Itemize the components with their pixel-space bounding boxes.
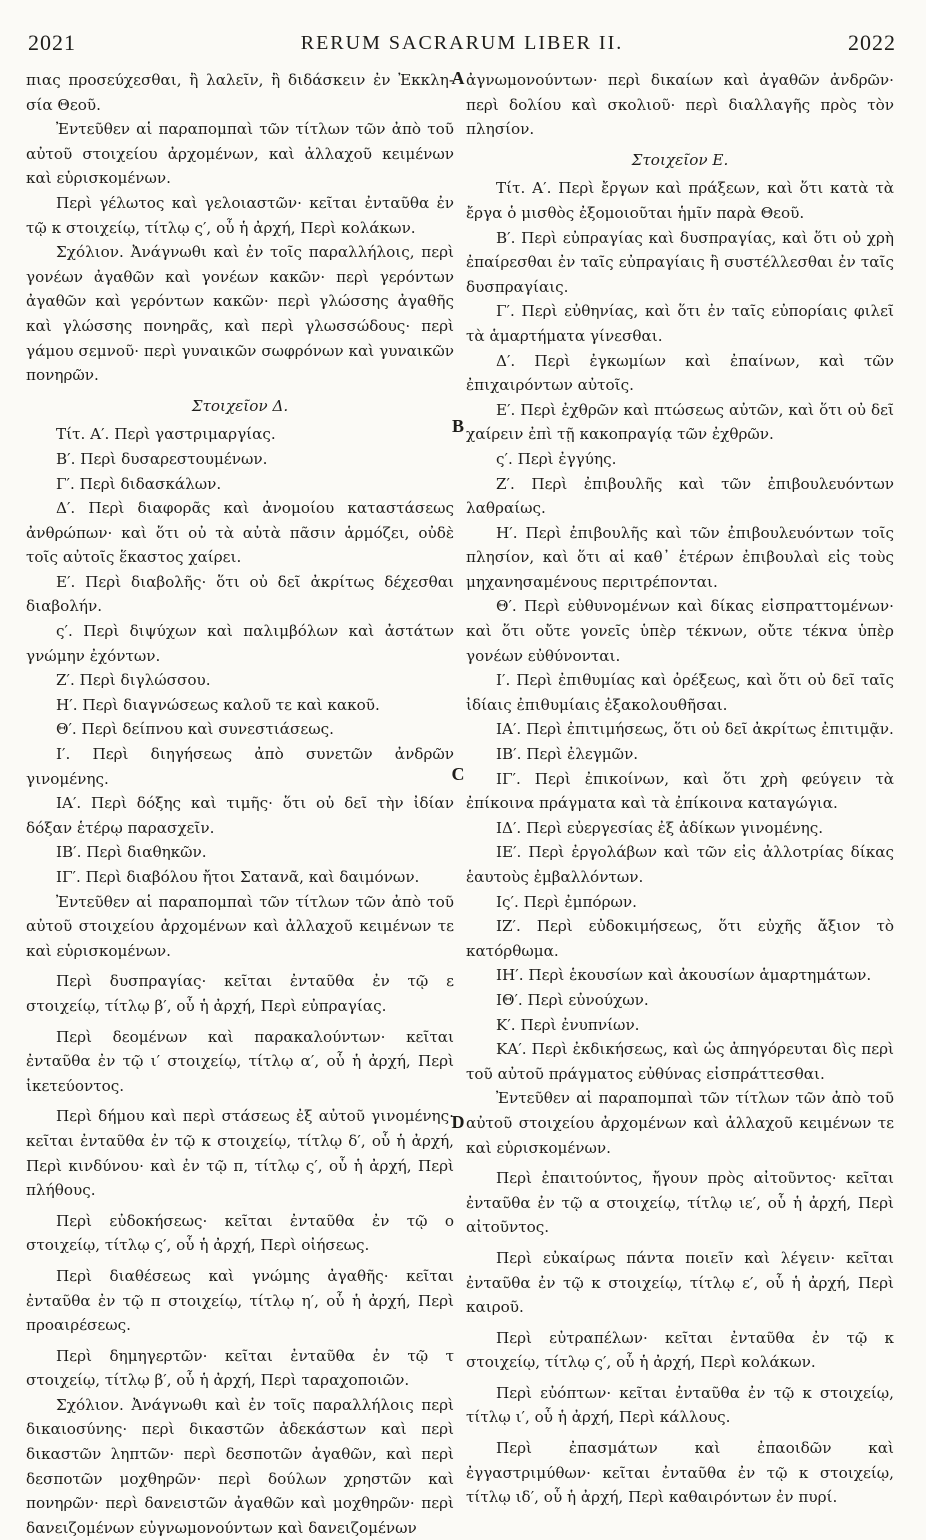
left-paragraph: Ἐντεῦθεν αἱ παραπομπαὶ τῶν τίτλων τῶν ἀπὸ τοῦ αὐτοῦ στοιχείου ἀρχομένων καὶ ἀλλαχοῦ κειμένων τε καὶ εὑρισκομένων. xyxy=(26,892,454,960)
right-paragraph: Ε′. Περὶ ἐχθρῶν καὶ πτώσεως αὐτῶν, καὶ ὅτι οὐ δεῖ χαίρειν ἐπὶ τῇ κακοπραγίᾳ τῶν ἐχθρῶν. xyxy=(466,400,894,444)
right-paragraph: Ζ′. Περὶ ἐπιβουλῆς καὶ τῶν ἐπιβουλευόντων λαθραίως. xyxy=(466,474,894,518)
right-paragraph: Περὶ εὐόπτων· κεῖται ἐνταῦθα ἐν τῷ κ στοιχείῳ, τίτλῳ ι′, οὗ ἡ ἀρχή, Περὶ κάλλους. xyxy=(466,1383,894,1427)
left-paragraph: Τίτ. Α′. Περὶ γαστριμαργίας. xyxy=(56,425,276,444)
right-paragraph: ΙΘ′. Περὶ εὐνούχων. xyxy=(496,990,649,1009)
left-paragraph: Ε′. Περὶ διαβολῆς· ὅτι οὐ δεῖ ἀκρίτως δέχεσθαι διαβολήν. xyxy=(26,572,454,616)
right-paragraph: Ἐντεῦθεν αἱ παραπομπαὶ τῶν τίτλων τῶν ἀπὸ τοῦ αὐτοῦ στοιχείου ἀρχομένων καὶ ἀλλαχοῦ κειμένων τε καὶ εὑρισκομένων. xyxy=(466,1089,894,1157)
right-paragraph: Κ′. Περὶ ἐνυπνίων. xyxy=(496,1015,640,1034)
left-paragraph: Περὶ δυσπραγίας· κεῖται ἐνταῦθα ἐν τῷ ε στοιχείῳ, τίτλῳ β′, οὗ ἡ ἀρχή, Περὶ εὐπραγίας. xyxy=(26,972,454,1015)
right-paragraph: Περὶ εὐτραπέλων· κεῖται ἐνταῦθα ἐν τῷ κ στοιχείῳ, τίτλῳ ς′, οὗ ἡ ἀρχή, Περὶ κολάκων. xyxy=(466,1328,894,1372)
right-paragraph: ἀγνωμονούντων· περὶ δικαίων καὶ ἀγαθῶν ἀνδρῶν· περὶ δολίου καὶ σκολιοῦ· περὶ διαλλαγῆς πρὸς τὸν πλησίον. xyxy=(466,71,894,139)
left-paragraph: Περὶ γέλωτος καὶ γελοιαστῶν· κεῖται ἐνταῦθα ἐν τῷ κ στοιχείῳ, τίτλῳ ς′, οὗ ἡ ἀρχή, Περὶ κολάκων. xyxy=(26,193,454,237)
right-paragraph: Περὶ ἐπασμάτων καὶ ἐπαοιδῶν καὶ ἐγγαστριμύθων· κεῖται ἐνταῦθα ἐν τῷ κ στοιχείῳ, τίτλῳ ιδ′, οὗ ἡ ἀρχή, Περὶ καθαιρόντων ἐν πυρί. xyxy=(466,1439,894,1507)
left-paragraph: ΙΑ′. Περὶ δόξης καὶ τιμῆς· ὅτι οὐ δεῖ τὴν ἰδίαν δόξαν ἑτέρῳ παρασχεῖν. xyxy=(26,794,454,837)
right-paragraph: Β′. Περὶ εὐπραγίας καὶ δυσπραγίας, καὶ ὅτι οὐ χρὴ ἐπαίρεσθαι ἐν ταῖς εὐπραγίαις ἢ συστέλλεσθαι ἐν ταῖς δυσπραγίαις. xyxy=(466,228,894,296)
left-section-heading: Στοιχεῖον Δ. xyxy=(191,396,289,415)
left-paragraph: Περὶ διαθέσεως καὶ γνώμης ἀγαθῆς· κεῖται ἐνταῦθα ἐν τῷ π στοιχείῳ, τίτλῳ η′, οὗ ἡ ἀρχή, Περὶ προαιρέσεως. xyxy=(26,1266,454,1335)
right-paragraph: Ι′. Περὶ ἐπιθυμίας καὶ ὀρέξεως, καὶ ὅτι οὐ δεῖ ταῖς ἰδίαις ἐπιθυμίαις ἐξακολουθῆσαι. xyxy=(466,671,894,714)
page-number-right: 2022 xyxy=(848,30,896,55)
right-paragraph: ς′. Περὶ ἐγγύης. xyxy=(496,449,617,468)
right-paragraph: ΙΓ′. Περὶ ἐπικοίνων, καὶ ὅτι χρὴ φεύγειν τὰ ἐπίκοινα πράγματα καὶ τὰ ἐπίκοινα καταγώγια. xyxy=(466,769,894,813)
left-paragraph: Ἐντεῦθεν αἱ παραπομπαὶ τῶν τίτλων τῶν ἀπὸ τοῦ αὐτοῦ στοιχείου ἀρχομένων, καὶ ἀλλαχοῦ κειμένων καὶ εὑρισκομένων. xyxy=(26,120,454,188)
right-paragraph: Περὶ εὐκαίρως πάντα ποιεῖν καὶ λέγειν· κεῖται ἐνταῦθα ἐν τῷ κ στοιχείῳ, τίτλῳ ε′, οὗ ἡ ἀρχή, Περὶ καιροῦ. xyxy=(466,1248,894,1317)
right-section-heading: Στοιχεῖον Ε. xyxy=(631,150,729,169)
left-paragraph: Ι′. Περὶ διηγήσεως ἀπὸ συνετῶν ἀνδρῶν γινομένης. xyxy=(26,745,454,788)
right-paragraph: ΚΑ′. Περὶ ἐκδικήσεως, καὶ ὡς ἀπηγόρευται δὶς περὶ τοῦ αὐτοῦ πράγματος εὐθύνας εἰσπράττεσθαι. xyxy=(466,1040,894,1083)
left-paragraph: Περὶ δημηγερτῶν· κεῖται ἐνταῦθα ἐν τῷ τ στοιχείῳ, τίτλῳ β′, οὗ ἡ ἀρχή, Περὶ ταραχοποιῶν. xyxy=(26,1346,454,1390)
right-paragraph: Γ′. Περὶ εὐθηνίας, καὶ ὅτι ἐν ταῖς εὐπορίαις φιλεῖ τὰ ἁμαρτήματα γίνεσθαι. xyxy=(466,302,894,345)
left-paragraph: Σχόλιον. Ἀνάγνωθι καὶ ἐν τοῖς παραλλήλοις, περὶ γονέων ἀγαθῶν καὶ γονέων κακῶν· περὶ γερόντων ἀγαθῶν καὶ γερόντων κακῶν· περὶ γλώσσης ἀγαθῆς καὶ γλώσσης πονηρᾶς, καὶ περὶ γλωσσώδους· περὶ γάμου σεμνοῦ· περὶ γυναικῶν σωφρόνων καὶ γυναικῶν πονηρῶν. xyxy=(26,243,454,385)
right-paragraph: Δ′. Περὶ ἐγκωμίων καὶ ἐπαίνων, καὶ τῶν ἐπιχαιρόντων αὐτοῖς. xyxy=(466,351,894,395)
margin-letter-d: D xyxy=(451,1112,465,1132)
right-paragraph: Τίτ. Α′. Περὶ ἔργων καὶ πράξεων, καὶ ὅτι κατὰ τὰ ἔργα ὁ μισθὸς ἐξομοιοῦται ἡμῖν παρὰ Θεοῦ. xyxy=(466,179,894,222)
right-paragraph: ΙΒ′. Περὶ ἐλεγμῶν. xyxy=(496,745,639,764)
left-paragraph: ΙΒ′. Περὶ διαθηκῶν. xyxy=(56,843,207,862)
right-paragraph: ΙΕ′. Περὶ ἐργολάβων καὶ τῶν εἰς ἀλλοτρίας δίκας ἑαυτοὺς ἐμβαλλόντων. xyxy=(466,843,894,886)
left-paragraph: Περὶ δεομένων καὶ παρακαλούντων· κεῖται ἐνταῦθα ἐν τῷ ι′ στοιχείῳ, τίτλῳ α′, οὗ ἡ ἀρχή, Περὶ ἱκετεύοντος. xyxy=(26,1027,454,1095)
margin-letter-a: A xyxy=(451,68,465,88)
right-paragraph: Περὶ ἐπαιτούντος, ἤγουν πρὸς αἰτοῦντος· κεῖται ἐνταῦθα ἐν τῷ α στοιχείῳ, τίτλῳ ιε′, οὗ ἡ ἀρχή, Περὶ αἰτοῦντος. xyxy=(466,1169,894,1237)
left-paragraph: Β′. Περὶ δυσαρεστουμένων. xyxy=(56,449,268,468)
left-paragraph: ΙΓ′. Περὶ διαβόλου ἤτοι Σατανᾶ, καὶ δαιμόνων. xyxy=(56,868,420,886)
right-paragraph: Η′. Περὶ ἐπιβουλῆς καὶ τῶν ἐπιβουλευόντων τοῖς πλησίον, καὶ ὅτι αἱ καθ᾽ ἑτέρων ἐπιβουλαὶ εἰς τοὺς μηχανησαμένους περιτρέπονται. xyxy=(466,523,894,591)
page-header xyxy=(28,30,896,60)
right-paragraph: ΙΖ′. Περὶ εὐδοκιμήσεως, ὅτι εὐχῆς ἄξιον τὸ κατόρθωμα. xyxy=(466,917,894,960)
margin-letter-c: C xyxy=(451,764,465,784)
left-paragraph: Περὶ δήμου καὶ περὶ στάσεως ἐξ αὐτοῦ γινομένης· κεῖται ἐνταῦθα ἐν τῷ κ στοιχείῳ, τίτλῳ δ′, οὗ ἡ ἀρχή, Περὶ κινδύνου· καὶ ἐν τῷ π, τίτλῳ ς′, οὗ ἡ ἀρχή, Περὶ πλήθους. xyxy=(26,1107,454,1200)
right-paragraph: ΙΔ′. Περὶ εὐεργεσίας ἐξ ἀδίκων γινομένης. xyxy=(496,818,824,837)
left-paragraph: Περὶ εὐδοκήσεως· κεῖται ἐνταῦθα ἐν τῷ ο στοιχείῳ, τίτλῳ ς′, οὗ ἡ ἀρχή, Περὶ οἰήσεως. xyxy=(26,1211,454,1255)
left-paragraph: Γ′. Περὶ διδασκάλων. xyxy=(56,474,222,493)
running-title: RERUM SACRARUM LIBER II. xyxy=(300,32,624,54)
left-paragraph: Η′. Περὶ διαγνώσεως καλοῦ τε καὶ κακοῦ. xyxy=(56,695,380,714)
right-column xyxy=(466,68,894,1508)
right-paragraph: Ις′. Περὶ ἐμπόρων. xyxy=(496,892,637,911)
left-paragraph: πιας προσεύχεσθαι, ἢ λαλεῖν, ἢ διδάσκειν ἐν Ἐκκλη- σία Θεοῦ. xyxy=(26,71,454,114)
left-paragraph: Θ′. Περὶ δείπνου καὶ συνεστιάσεως. xyxy=(56,720,334,739)
left-paragraph: Ζ′. Περὶ διγλώσσου. xyxy=(56,671,211,690)
right-paragraph: ΙΑ′. Περὶ ἐπιτιμήσεως, ὅτι οὐ δεῖ ἀκρίτως ἐπιτιμᾷν. xyxy=(496,720,894,739)
right-paragraph: ΙΗ′. Περὶ ἑκουσίων καὶ ἀκουσίων ἁμαρτημάτων. xyxy=(496,966,872,985)
right-paragraph: Θ′. Περὶ εὐθυνομένων καὶ δίκας εἰσπραττομένων· καὶ ὅτι οὔτε γονεῖς ὑπὲρ τέκνων, οὔτε τέκνα ὑπὲρ γονέων εὐθύνονται. xyxy=(466,597,894,665)
left-column xyxy=(26,68,454,1537)
page-number-left: 2021 xyxy=(28,30,76,55)
left-paragraph: Δ′. Περὶ διαφορᾶς καὶ ἀνομοίου καταστάσεως ἀνθρώπων· καὶ ὅτι οὐ τὰ αὐτὰ πᾶσιν ἁρμόζει, οὐδὲ τοῖς αὐτοῖς ἕκαστος χαίρει. xyxy=(26,499,454,567)
margin-letter-b: B xyxy=(451,416,464,436)
left-paragraph: Σχόλιον. Ἀνάγνωθι καὶ ἐν τοῖς παραλλήλοις περὶ δικαιοσύνης· περὶ δικαστῶν ἀδεκάστων καὶ περὶ δικαστῶν ληπτῶν· περὶ δεσποτῶν ἀγαθῶν, καὶ περὶ δεσποτῶν μοχθηρῶν· περὶ δούλων χρηστῶν καὶ πονηρῶν· περὶ δανειστῶν ἀγαθῶν καὶ μοχθηρῶν· περὶ δανειζομένων εὐγνωμονούντων καὶ δανειζομένων xyxy=(26,1395,454,1537)
left-paragraph: ς′. Περὶ διψύχων καὶ παλιμβόλων καὶ ἀστάτων γνώμην ἐχόντων. xyxy=(26,622,454,665)
